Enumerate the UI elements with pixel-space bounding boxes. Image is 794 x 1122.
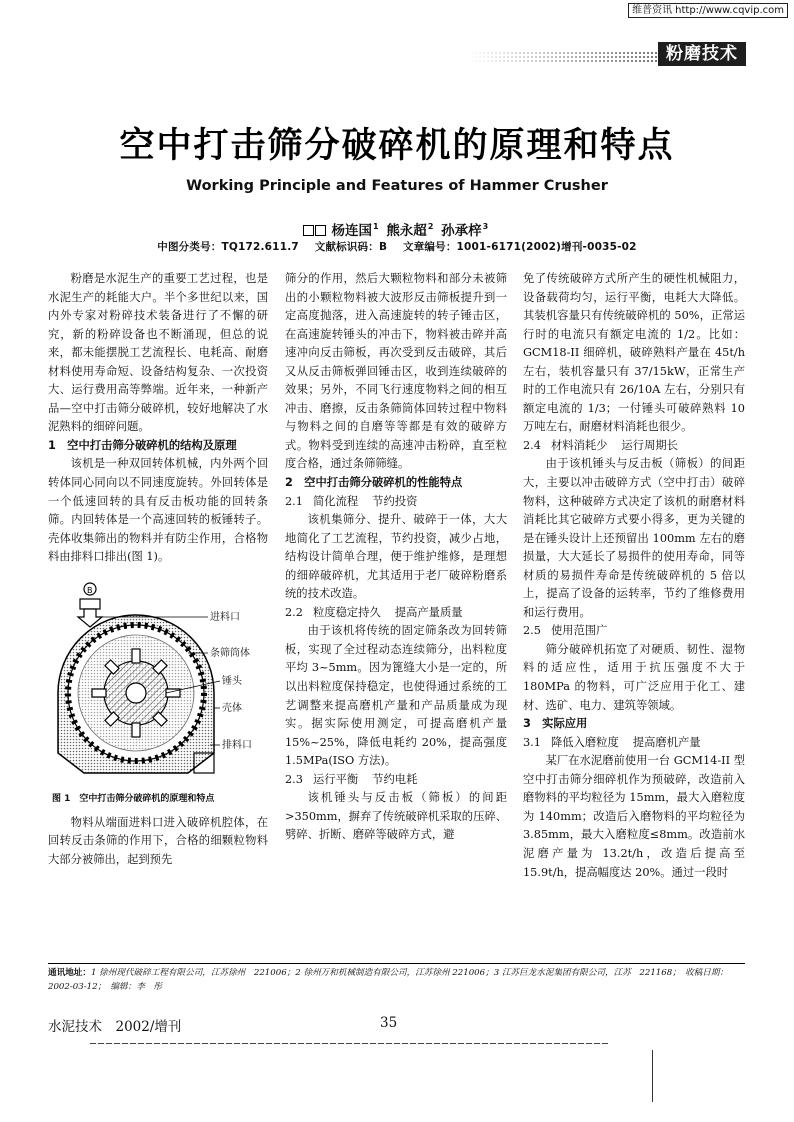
author-line <box>0 219 794 239</box>
author-sup: 1 <box>373 222 379 231</box>
subsection-2-5-paragraph: 筛分破碎机拓宽了对硬质、韧性、湿物料的适应性，适用于抗压强度不大于 180MPa 的物料，可广泛应用于化工、建材、选矿、电力、建筑等领域。 <box>523 642 745 712</box>
footnote-prefix: 通讯地址： <box>48 968 91 978</box>
author-name: 熊永超 <box>386 223 427 239</box>
author-sup: 2 <box>427 222 434 231</box>
watermark-banner <box>628 3 788 18</box>
article-title-en: Working Principle and Features of Hammer Crusher <box>186 178 608 194</box>
subsection-2-4-heading: 2.4 材料消耗少 运行周期长 <box>523 438 678 452</box>
section-1-heading: 1 空中打击筛分破碎机的结构及原理 <box>48 438 237 452</box>
subsection-3-1-heading: 3.1 降低入磨粒度 提高磨机产量 <box>523 735 701 749</box>
placeholder-box-icon <box>315 225 326 236</box>
section-label: 粉磨技术 <box>658 42 746 66</box>
intro-paragraph: 粉磨是水泥生产的重要工艺过程，也是水泥生产的耗能大户。半个多世纪以来，国内外专家对粉碎技术装备进行了不懈的研究，新的粉碎设备也不断涌现，但总的说来，都未能摆脱工艺流程长、电耗高、耐磨材料使用寿命短、设备结构复杂、一次投资大、运行费用高等弊端。近年来，一种新产品—空中打击筛分破碎机，较好地解决了水泥熟料的细碎问题。 <box>48 272 268 434</box>
column-3 <box>523 270 745 882</box>
continued-paragraph: 免了传统破碎方式所产生的硬性机械阻力，设备载荷均匀，运行平衡，电耗大大降低。其装机容量只有传统破碎机的 50%，正常运行时的电流只有额定电流的 1/2。比如：GCM18-II 细碎机，破碎熟料产量在 45t/h 左右，装机容量只有 37/15kW，正常生产时的工作电流只有 26/10A 左右，分别只有额定电流的 1/3；一付锤头可破碎熟料 10 万吨左右，耐磨材料消耗也很少。 <box>523 272 745 434</box>
subsection-2-3-paragraph: 该机锤头与反击板（筛板）的间距>350mm，摒弃了传统破碎机采取的压碎、劈碎、折断、磨碎等破碎方式，避 <box>285 791 507 842</box>
footnote-divider <box>48 963 745 964</box>
clc-number: 中图分类号：TQ172.611.7 <box>157 241 299 253</box>
subsection-2-5-heading: 2.5 使用范围广 <box>523 624 608 638</box>
section-1-paragraph: 该机是一种双回转体机械，内外两个回转体同心同向以不同速度旋转。外回转体是一个低速回转的具有反击板功能的回转条筛。内回转体是一个高速回转的板锤转子。壳体收集筛出的物料并有防尘作用，合格物料由排料口排出(图 1)。 <box>48 457 268 564</box>
subsection-2-3-heading: 2.3 运行平衡 节约电耗 <box>285 772 418 786</box>
subsection-2-2-paragraph: 由于该机将传统的固定筛条改为回转筛板，实现了全过程动态连续筛分，出料粒度平均 3~5mm。因为篦缝大小是一定的，所以出料粒度保持稳定，也使得通过系统的工艺调整来提高磨机产量和产品质量成为现实。据实际使用测定，可提高磨机产量 15%~25%，降低电耗约 20%，提高强度 1.5MPa(ISO 方法)。 <box>285 624 507 768</box>
subsection-2-1-paragraph: 该机集筛分、提升、破碎于一体，大大地简化了工艺流程，节约投资，减少占地，结构设计简单合理，便于维护维修，是理想的细碎破碎机，尤其适用于老厂破碎粉磨系统的技术改造。 <box>285 513 507 601</box>
author-name: 杨连国 <box>331 223 373 239</box>
article-title-cn: 空中打击筛分破碎机的原理和特点 <box>119 126 675 166</box>
watermark-label: 维普资讯 <box>632 5 673 16</box>
scan-mark <box>652 1050 653 1102</box>
label-inlet: 进料口 <box>210 611 240 623</box>
author-name: 孙承梓 <box>441 223 482 239</box>
subsection-2-4-paragraph: 由于该机锤头与反击板（筛板）的间距大，主要以冲击破碎方式（空中打击）破碎物料，这种破碎方式决定了该机的耐磨材料消耗比其它破碎方式要小得多，更为关键的是在锤头设计上还预留出 100mm 左右的磨损量，大大延长了易损件的使用寿命，同等材质的易损件寿命是传统破碎机的 5 倍以上，提高了设备的运转率，节约了维修费用和运行费用。 <box>523 457 745 619</box>
footnote-body: 1 徐州现代破碎工程有限公司，江苏徐州 221006；2 徐州万和机械制造有限公司，江苏徐州 221006；3 江苏巨龙水泥集团有限公司，江苏 221168； 收稿日期：2002-03-12； 编辑：李 彤 <box>48 968 729 992</box>
label-screen: 条筛筒体 <box>210 647 250 659</box>
section-3-heading: 3 实际应用 <box>523 717 588 731</box>
column-2 <box>285 270 507 845</box>
column-1 <box>48 270 268 869</box>
label-outlet: 排料口 <box>222 739 252 751</box>
label-shell: 壳体 <box>222 702 242 714</box>
watermark-url: http://www.cqvip.com <box>675 5 784 16</box>
classification-line <box>0 239 794 254</box>
section-2-heading: 2 空中打击筛分破碎机的性能特点 <box>285 476 463 490</box>
section-banner <box>466 42 746 66</box>
footer-rule <box>90 1043 610 1044</box>
figure-1-caption: 图 1 空中打击筛分破碎机的原理和特点 <box>52 793 215 804</box>
figure-1 <box>48 573 268 788</box>
placeholder-box-icon <box>303 225 314 236</box>
subsection-2-2-heading: 2.2 粒度稳定持久 提高产量质量 <box>285 605 463 619</box>
footnote <box>48 966 745 994</box>
page-number: 35 <box>380 1015 398 1031</box>
paragraph-after-figure: 物料从端面进料口进入破碎机腔体，在回转反击条筛的作用下，合格的细颗粒物料大部分被筛出，起到预先 <box>48 815 268 866</box>
journal-footer: 水泥技术 2002/增刊 <box>48 1019 182 1035</box>
document-code: 文献标识码：B <box>314 241 388 253</box>
subsection-2-1-heading: 2.1 简化流程 节约投资 <box>285 494 418 508</box>
author-sup: 3 <box>482 222 489 231</box>
subsection-3-1-paragraph: 某厂在水泥磨前使用一台 GCM14-II 型空中打击筛分细碎机作为预破碎，改造前入磨物料的平均粒径为 15mm，最大入磨粒度为 140mm；改造后入磨物料的平均粒径为 3.85mm，最大入磨粒度≤8mm。改造前水泥磨产量为 13.2t/h，改造后提高至 15.9t/h，提高幅度达 20%。通过一段时 <box>523 754 745 879</box>
banner-dither <box>466 51 666 63</box>
article-number: 文章编号：1001-6171(2002)增刊-0035-02 <box>403 241 637 253</box>
svg-text:B: B <box>87 585 93 595</box>
label-hammer: 锤头 <box>222 675 242 687</box>
continued-paragraph: 筛分的作用，然后大颗粒物料和部分未被筛出的小颗粒物料被大波形反击筛板提升到一定高度抛落，进入高速旋转的转子锤击区，在高速旋转锤头的冲击下，物料被击碎并高速冲向反击筛板，再次受到反击破碎，其后又从反击筛板弹回锤击区，收到连续破碎的效果；另外，不同飞行速度物料之间的相互冲击、磨擦，反击条筛筒体回转过程中物料与物料之间的自磨等等都是有效的破碎方式。物料受到连续的高速冲击粉碎，直至粒度合格，通过条筛筛缝。 <box>285 272 507 471</box>
